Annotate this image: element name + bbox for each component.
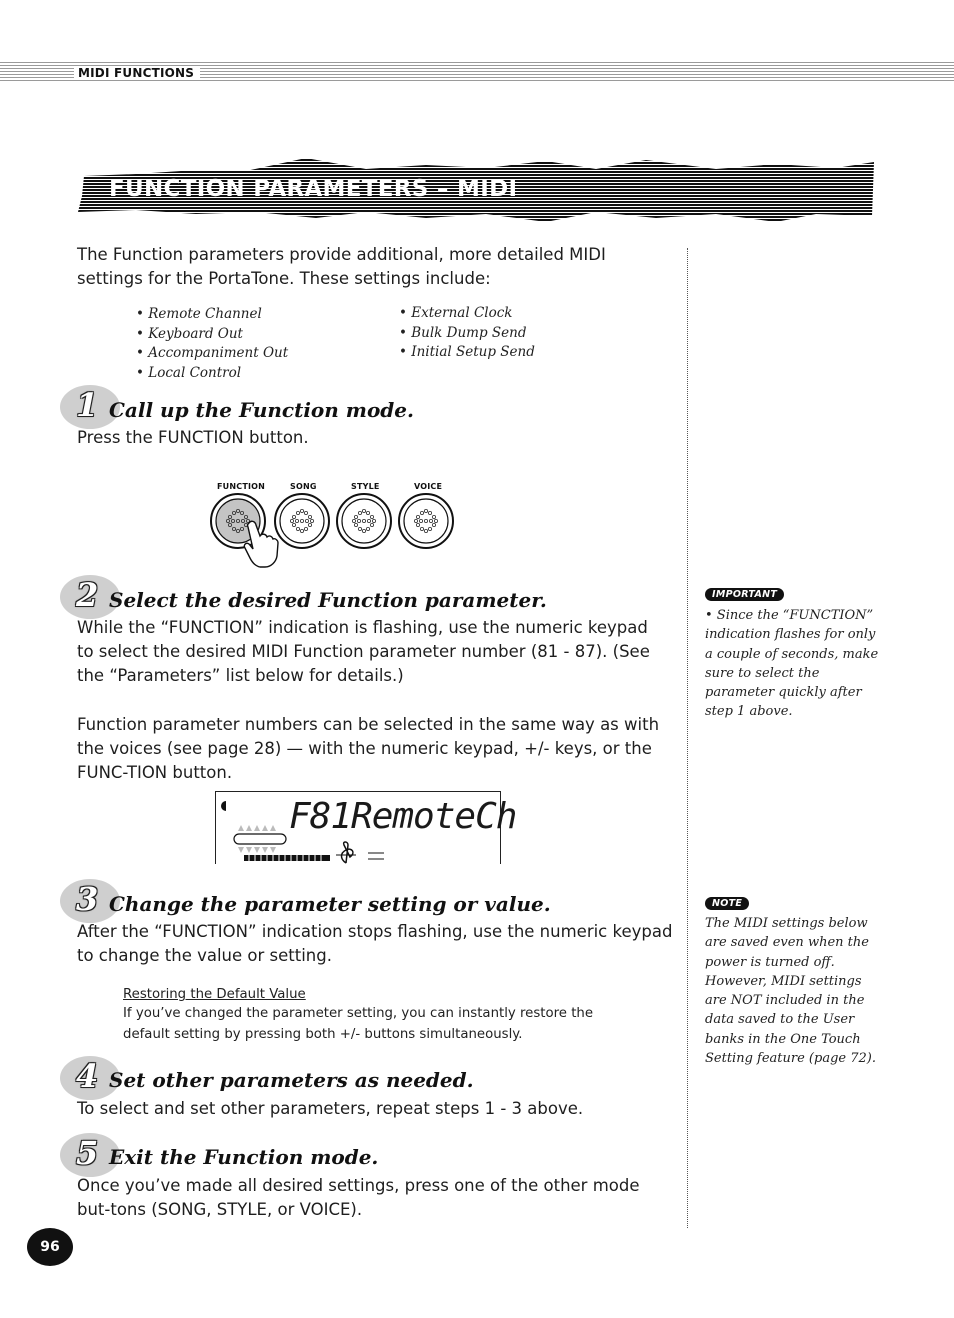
lcd-readout: F81RemoteCh	[289, 796, 517, 837]
page-title: FUNCTION PARAMETERS – MIDI	[109, 176, 518, 202]
step-4-number: 4	[76, 1057, 99, 1095]
voice-button	[399, 494, 453, 548]
step-1-text: Press the FUNCTION button.	[77, 428, 309, 447]
important-badge: IMPORTANT	[705, 588, 784, 601]
list-item: • Keyboard Out	[136, 325, 243, 342]
list-item: • Bulk Dump Send	[399, 324, 527, 341]
bullet-list-right	[399, 304, 649, 363]
step-2-heading: Select the desired Function parameter.	[109, 588, 547, 612]
list-item: • External Clock	[399, 305, 513, 321]
important-text: • Since the “FUNCTION” indication flashes for only a couple of seconds, make sure to select the parameter quickly after step 1 above.	[705, 608, 879, 720]
restore-default-title: Restoring the Default Value	[123, 987, 306, 1002]
song-button	[275, 494, 329, 548]
step-2-number: 2	[76, 576, 99, 614]
step-1-heading: Call up the Function mode.	[109, 398, 414, 422]
page-number: 96	[27, 1228, 73, 1266]
treble-clef-icon	[342, 842, 353, 863]
list-item: • Local Control	[136, 364, 242, 381]
bullet-list-left	[136, 305, 386, 383]
sidebar-divider	[687, 248, 688, 1228]
step-4-heading: Set other parameters as needed.	[109, 1068, 474, 1092]
note-badge: NOTE	[705, 897, 749, 910]
lcd-indicators	[218, 795, 398, 865]
step-3-heading: Change the parameter setting or value.	[109, 892, 551, 916]
step-1-number: 1	[76, 386, 99, 424]
note-text: The MIDI settings below are saved even when the power is turned off. However, MIDI settings are NOT included in the data saved to the User banks in the One Touch Setting feature (page 72).	[705, 916, 876, 1067]
voice-button-label: VOICE	[414, 482, 443, 491]
step-5-number: 5	[76, 1134, 99, 1172]
style-button-label: STYLE	[351, 482, 380, 491]
lcd-moon-icon	[221, 801, 226, 811]
step-2-text: While the “FUNCTION” indication is flashing, use the numeric keypad to select the desired MIDI Function parameter number (81 - 87). (See the “Parameters” list below for details.)	[77, 618, 650, 685]
step-3-text: After the “FUNCTION” indication stops flashing, use the numeric keypad to change the value or setting.	[77, 922, 673, 965]
mode-buttons-illustration	[205, 490, 465, 570]
step-5-text: Once you’ve made all desired settings, press one of the other mode but-tons (SONG, STYLE, or VOICE).	[77, 1176, 640, 1219]
list-item: • Initial Setup Send	[399, 344, 535, 360]
list-item: • Accompaniment Out	[136, 345, 289, 361]
intro-paragraph: The Function parameters provide additional, more detailed MIDI settings for the PortaTone. These settings include:	[77, 245, 606, 288]
step-3-number: 3	[76, 880, 99, 918]
section-label: MIDI FUNCTIONS	[74, 66, 200, 80]
step-5-heading: Exit the Function mode.	[109, 1145, 379, 1169]
list-item: • Remote Channel	[136, 306, 262, 322]
step-4-text: To select and set other parameters, repeat steps 1 - 3 above.	[77, 1099, 584, 1118]
step-2-text-2: Function parameter numbers can be selected in the same way as with the voices (see page 28) — with the numeric keypad, +/- keys, or the FUNC-TION button.	[77, 715, 660, 782]
song-button-label: SONG	[290, 482, 317, 491]
style-button	[337, 494, 391, 548]
restore-default-text: If you’ve changed the parameter setting, you can instantly restore the default setting by pressing both +/- buttons simultaneously.	[123, 1006, 594, 1042]
function-button-label: FUNCTION	[217, 482, 266, 491]
